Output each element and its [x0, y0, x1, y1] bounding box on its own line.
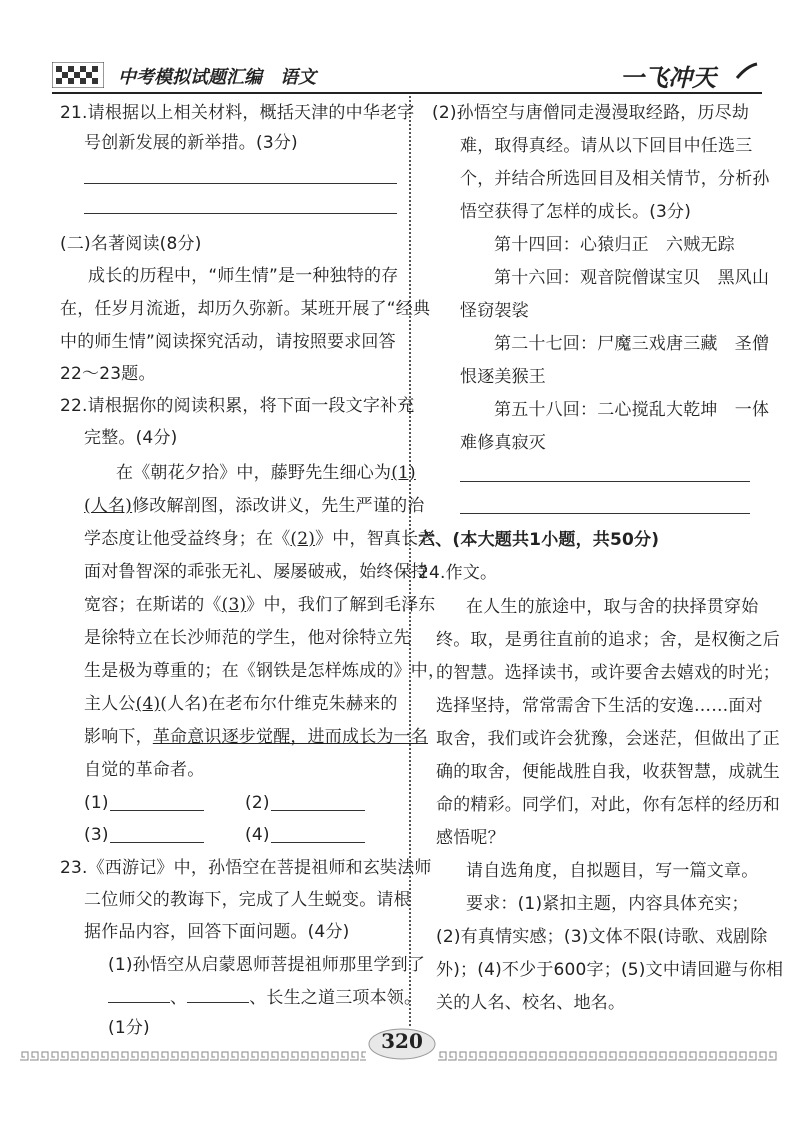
chapter-27-line1: 第二十七回：尸魔三戏唐三藏 圣僧: [494, 334, 770, 354]
passage-line3: [84, 527, 436, 551]
blank-3-marker: (3): [221, 595, 247, 615]
separator-text: 、: [170, 988, 188, 1008]
answer-blank-skill2[interactable]: [187, 986, 249, 1003]
essay-prompt-line8: 感悟呢？: [436, 828, 505, 848]
passage-text: 宽容；在斯诺的《: [84, 595, 222, 615]
q23-2-line4: 悟空获得了怎样的成长。(3分): [460, 202, 692, 222]
essay-prompt-line1: 在人生的旅途中，取与舍的抉择贯穿始: [466, 597, 759, 617]
essay-prompt-line2: 终。取，是勇往直前的追求；舍，是权衡之后: [436, 630, 780, 650]
intro-line1: 成长的历程中，“师生情”是一种独特的存: [88, 266, 399, 286]
answer-blank-2[interactable]: [271, 810, 365, 811]
answer-line-21a[interactable]: [84, 183, 397, 184]
passage-line10: 自觉的革命者。: [84, 760, 205, 780]
requirement-line1: 要求：(1)紧扣主题，内容具体充实；: [466, 894, 749, 914]
q23-1-line2: [108, 986, 421, 1010]
q24-title: 24.作文。: [418, 563, 498, 583]
footer-border-right: [438, 1046, 778, 1056]
chapter-58-line1: 第五十八回：二心搅乱大乾坤 一体: [494, 400, 770, 420]
requirement-line3: 外)；(4)不少于600字；(5)文中请回避与你相: [436, 960, 784, 980]
passage-line1: [116, 461, 416, 485]
passage-line8: [84, 692, 398, 716]
q23-line3: 据作品内容，回答下面问题。(4分): [84, 922, 350, 942]
answer-label-4: (4): [245, 825, 270, 845]
requirement-line2: (2)有真情实感；(3)文体不限(诗歌、戏剧除: [436, 927, 768, 947]
passage-text: 》中，智真长老: [315, 529, 436, 549]
skill-tail-text: 、长生之道三项本领。: [249, 988, 422, 1008]
essay-prompt-line7: 命的精彩。同学们，对此，你有怎样的经历和: [436, 795, 780, 815]
q23-1-score: (1分): [108, 1018, 150, 1038]
q22-line1: 22.请根据你的阅读积累，将下面一段文字补充: [60, 396, 415, 416]
essay-prompt-line4: 选择坚持，常常需舍下生活的安逸……面对: [436, 696, 763, 716]
chapter-27-line2: 恨逐美猴王: [460, 367, 546, 387]
person-name-hint: (人名): [84, 496, 133, 516]
essay-prompt-line3: 的智慧。选择读书，或许要舍去嬉戏的时光；: [436, 663, 780, 683]
q23-2-line3: 个，并结合所选回目及相关情节，分析孙: [460, 169, 770, 189]
passage-text: 修改解剖图，添改讲义，先生严谨的治: [132, 496, 425, 516]
intro-line2: 在，任岁月流逝，却历久弥新。某班开展了“经典: [60, 299, 431, 319]
answer-line-23b[interactable]: [460, 513, 750, 514]
answer-line-21b[interactable]: [84, 213, 397, 214]
passage-text: 影响下，: [84, 727, 153, 747]
chapter-58-line2: 难修真寂灭: [460, 433, 546, 453]
section-2-title: (二)名著阅读(8分): [60, 234, 202, 254]
passage-text: 学态度让他受益终身；在《: [84, 529, 291, 549]
q23-1-line1: (1)孙悟空从启蒙恩师菩提祖师那里学到了: [108, 955, 426, 975]
passage-text: 》中，我们了解到毛泽东: [246, 595, 436, 615]
answer-blank-1[interactable]: [110, 810, 204, 811]
page-number: 320: [381, 1029, 423, 1053]
answer-label-2: (2): [245, 793, 270, 813]
footer-border-left: [20, 1046, 366, 1056]
answer-blank-3[interactable]: [110, 842, 204, 843]
blank-2-marker: (2): [290, 529, 316, 549]
swoosh-icon: [735, 62, 759, 82]
answer-line-23a[interactable]: [460, 481, 750, 482]
intro-line4: 22～23题。: [60, 364, 156, 384]
q22-line2: 完整。(4分): [84, 428, 178, 448]
requirement-intro: 请自选角度，自拟题目，写一篇文章。: [466, 861, 759, 881]
intro-line3: 中的师生情”阅读探究活动，请按照要求回答: [60, 332, 396, 352]
section-6-title: 六、(本大题共1小题，共50分): [418, 530, 660, 550]
answer-label-1: (1): [84, 793, 109, 813]
passage-text: 革命意识逐步觉醒，进而成长为一名: [152, 727, 429, 747]
passage-line6: 是徐特立在长沙师范的学生，他对徐特立先: [84, 628, 411, 648]
blank-4-marker: (4): [135, 694, 161, 714]
chapter-16-line1: 第十六回：观音院僧谋宝贝 黑风山: [494, 268, 770, 288]
passage-line4: 面对鲁智深的乖张无礼、屡屡破戒，始终保持: [84, 562, 428, 582]
chapter-14: 第十四回：心猿归正 六贼无踪: [494, 235, 735, 255]
header-checker-decoration: [52, 62, 104, 88]
answer-blank-4[interactable]: [271, 842, 365, 843]
q21-line1: 21.请根据以上相关材料，概括天津的中华老字: [60, 103, 415, 123]
essay-prompt-line6: 确的取舍，便能战胜自我，收获智慧，成就生: [436, 762, 780, 782]
passage-line5: [84, 593, 436, 617]
passage-line9: [84, 725, 428, 749]
header-rule: [52, 92, 762, 94]
passage-line7: 生是极为尊重的；在《钢铁是怎样炼成的》中，: [84, 661, 446, 681]
passage-text: 主人公: [84, 694, 136, 714]
q21-line2: 号创新发展的新举措。(3分): [84, 133, 298, 153]
passage-line2: [84, 494, 424, 518]
header-title: 中考模拟试题汇编 语文: [118, 67, 316, 88]
requirement-line4: 关的人名、校名、地名。: [436, 993, 626, 1013]
q23-2-line1: (2)孙悟空与唐僧同走漫漫取经路，历尽劫: [432, 103, 750, 123]
blank-1-marker: (1): [391, 463, 416, 483]
passage-text: 在《朝花夕拾》中，藤野先生细心为: [116, 463, 392, 483]
brand-logo: 一飞冲天: [620, 63, 716, 92]
q23-line1: 23.《西游记》中，孙悟空在菩提祖师和玄奘法师: [60, 858, 432, 878]
answer-label-3: (3): [84, 825, 109, 845]
q23-2-line2: 难，取得真经。请从以下回目中任选三: [460, 136, 753, 156]
chapter-16-line2: 怪窃袈裟: [460, 301, 529, 321]
answer-blank-skill1[interactable]: [108, 986, 170, 1003]
passage-text: (人名)在老布尔什维克朱赫来的: [160, 694, 398, 714]
q23-line2: 二位师父的教诲下，完成了人生蜕变。请根: [84, 890, 411, 910]
essay-prompt-line5: 取舍，我们或许会犹豫，会迷茫，但做出了正: [436, 729, 780, 749]
